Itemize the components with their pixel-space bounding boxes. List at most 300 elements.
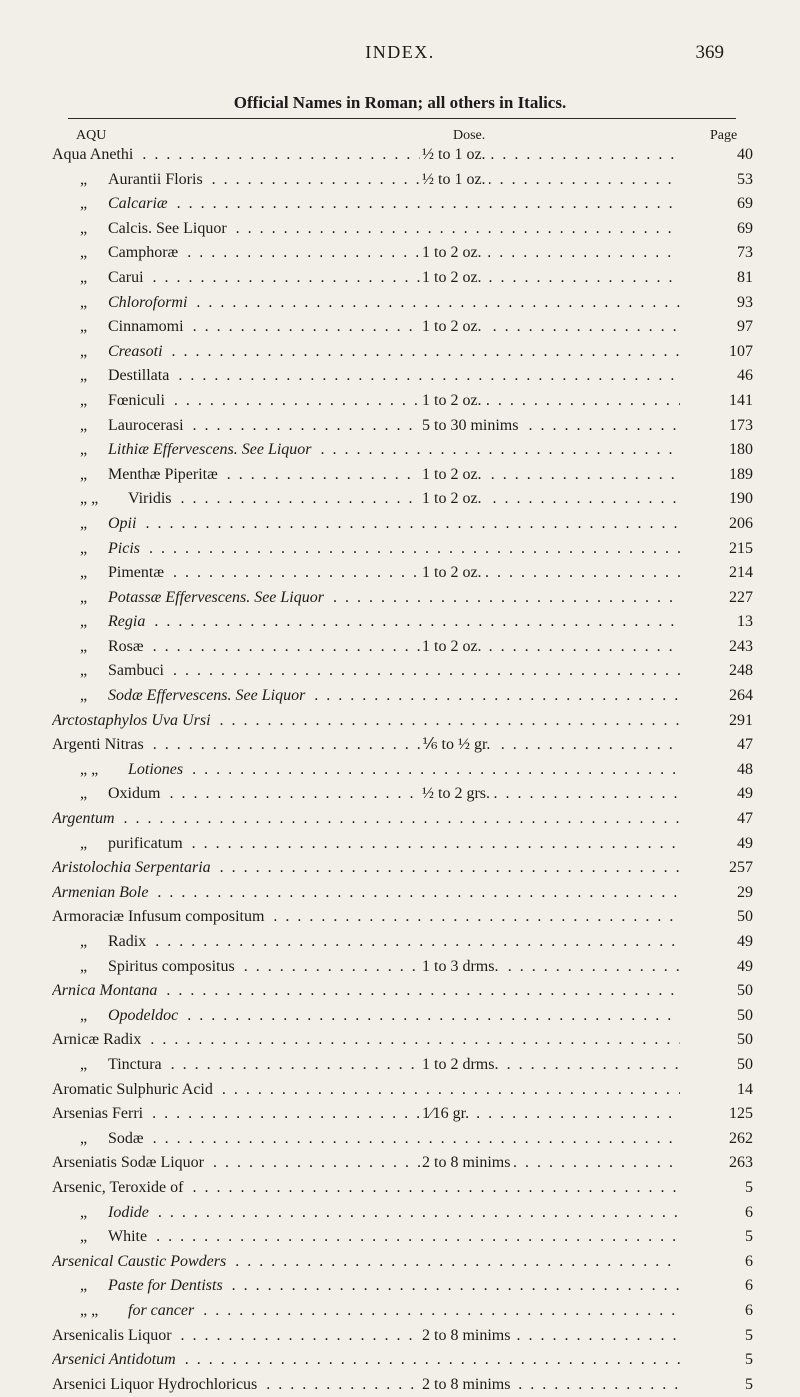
entry-page: 49 — [686, 782, 753, 807]
entry-page: 47 — [686, 807, 753, 832]
entry-name — [52, 761, 186, 778]
entry-label: purificatum — [108, 834, 183, 852]
entry-name — [52, 171, 206, 188]
entry-page: 13 — [686, 610, 753, 635]
entry-label: Sambuci — [108, 662, 164, 680]
entry-leader — [52, 438, 680, 463]
entry-label: Arsenic, Teroxide of — [52, 1178, 184, 1196]
entry-label: Rosæ — [108, 637, 144, 655]
entry-name — [52, 195, 171, 212]
entry-name — [52, 835, 186, 852]
ditto-mark: „ — [80, 342, 88, 360]
entry-leader — [52, 364, 680, 389]
entry-label: Arseniatis Sodæ Liquor — [52, 1154, 204, 1172]
entry-page: 257 — [686, 856, 753, 881]
entry-label: Camphoræ — [108, 244, 179, 262]
entry-label: Creasoti — [108, 342, 163, 360]
ditto-mark: „ — [80, 1228, 88, 1246]
entry-name — [52, 1376, 260, 1393]
entry-leader — [52, 1201, 680, 1226]
entry-leader — [52, 1250, 680, 1275]
entry-label: Carui — [108, 268, 144, 286]
entry-leader — [52, 807, 680, 832]
index-entry — [0, 1324, 800, 1349]
ditto-mark: „ — [80, 1277, 88, 1295]
entry-leader — [52, 1053, 680, 1078]
entry-page: 50 — [686, 1053, 753, 1078]
ditto-mark: „ — [80, 170, 88, 188]
entry-dose: ⅙ to ½ gr. — [420, 733, 493, 758]
entry-label: Sodæ — [108, 1129, 144, 1147]
entry-label: Sodæ Effervescens. See Liquor — [108, 687, 306, 705]
entry-page: 40 — [686, 143, 753, 168]
index-entry — [0, 1373, 800, 1397]
entry-label: White — [108, 1228, 148, 1246]
index-entry — [0, 1225, 800, 1250]
index-entry — [0, 1053, 800, 1078]
index-subtitle: Official Names in Roman; all others in Italics. — [233, 93, 567, 112]
entry-page: 6 — [686, 1299, 753, 1324]
entry-leader — [52, 733, 680, 758]
entry-label: Fœniculi — [108, 391, 165, 409]
entry-page: 97 — [686, 315, 753, 340]
entry-name — [52, 244, 181, 261]
entry-page: 107 — [686, 340, 753, 365]
entry-page: 73 — [686, 241, 753, 266]
index-entry — [0, 364, 800, 389]
entry-dose: 2 to 8 minims — [420, 1324, 513, 1349]
entry-leader — [52, 905, 680, 930]
index-entry — [0, 1028, 800, 1053]
entry-leader — [52, 1225, 680, 1250]
ditto-mark: „ — [80, 662, 88, 680]
entry-page: 5 — [686, 1324, 753, 1349]
entry-name — [52, 540, 143, 557]
entry-page: 93 — [686, 291, 753, 316]
entry-label: Tinctura — [108, 1055, 162, 1073]
entry-leader — [52, 635, 680, 660]
entry-leader — [52, 1348, 680, 1373]
entry-page: 49 — [686, 832, 753, 857]
entry-leader — [52, 414, 680, 439]
entry-leader — [52, 979, 680, 1004]
entry-label: Radix — [108, 933, 147, 950]
entry-name — [52, 1031, 144, 1048]
entry-leader — [52, 1324, 680, 1349]
entry-label: Lithiæ Effervescens. See Liquor — [108, 441, 312, 459]
index-entry — [0, 1151, 800, 1176]
entry-name — [52, 1277, 226, 1294]
page-header — [0, 42, 800, 82]
ditto-mark: „ — [80, 687, 88, 705]
index-entry — [0, 1127, 800, 1152]
entry-page: 189 — [686, 463, 753, 488]
index-entry — [0, 389, 800, 414]
index-entry — [0, 684, 800, 709]
entry-leader — [52, 241, 680, 266]
entry-leader — [52, 1151, 680, 1176]
entry-dose: ½ to 2 grs. — [420, 782, 493, 807]
entry-name — [52, 1007, 181, 1024]
entry-label: Laurocerasi — [108, 416, 184, 434]
entry-name — [52, 982, 160, 999]
entry-dose: 2 to 8 minims — [420, 1151, 513, 1176]
index-entry — [0, 758, 800, 783]
entry-page: 215 — [686, 537, 753, 562]
entry-page: 69 — [686, 192, 753, 217]
index-entry — [0, 463, 800, 488]
index-entry — [0, 1348, 800, 1373]
entry-label: Potassæ Effervescens. See Liquor — [108, 588, 324, 606]
entry-name — [52, 1302, 197, 1319]
entry-leader — [52, 586, 680, 611]
ditto-mark: „ — [80, 244, 88, 262]
entry-label: Spiritus compositus — [108, 957, 235, 975]
entry-leader — [52, 832, 680, 857]
entry-label: Arsenicalis Liquor — [52, 1326, 172, 1344]
entry-page: 5 — [686, 1225, 753, 1250]
entry-label: Lotiones — [128, 760, 184, 778]
index-entries — [0, 143, 800, 1397]
entry-name — [52, 1081, 216, 1098]
entry-label: Viridis — [128, 490, 172, 508]
entry-page: 227 — [686, 586, 753, 611]
entry-leader — [52, 1127, 680, 1152]
entry-page: 47 — [686, 733, 753, 758]
column-head-dose: Dose. — [453, 128, 486, 143]
index-entry — [0, 856, 800, 881]
page-number: 369 — [695, 42, 724, 63]
ditto-mark: „ — [80, 933, 88, 950]
entry-name — [52, 908, 267, 925]
entry-name — [52, 367, 172, 384]
entry-label: for cancer — [128, 1301, 195, 1319]
entry-label: Aromatic Sulphuric Acid — [52, 1080, 213, 1098]
index-entry — [0, 659, 800, 684]
index-entry — [0, 782, 800, 807]
entry-leader — [52, 192, 680, 217]
entry-name — [52, 318, 187, 335]
index-entry — [0, 979, 800, 1004]
index-entry — [0, 143, 800, 168]
entry-page: 53 — [686, 168, 753, 193]
ditto-mark: „ — [80, 613, 88, 631]
entry-label: Opodeldoc — [108, 1006, 179, 1024]
entry-leader — [52, 512, 680, 537]
entry-dose: 1 to 2 oz. — [420, 635, 485, 660]
index-entry — [0, 1250, 800, 1275]
ditto-mark: „ — [80, 588, 88, 606]
ditto-mark: „ — [80, 785, 88, 803]
entry-leader — [52, 1274, 680, 1299]
entry-name — [52, 294, 190, 311]
ditto-mark: „ — [80, 514, 88, 532]
entry-page: 69 — [686, 217, 753, 242]
entry-label: Arnicæ Radix — [52, 1031, 142, 1049]
entry-dose: 2 to 8 minims — [420, 1373, 513, 1397]
entry-page: 49 — [686, 955, 753, 980]
entry-dose: 1 to 2 oz. — [420, 487, 485, 512]
index-entry — [0, 1299, 800, 1324]
entry-page: 50 — [686, 1004, 753, 1029]
ditto-mark: „ — [80, 293, 88, 311]
entry-dose: 1 to 2 oz. — [420, 463, 485, 488]
entry-name — [52, 859, 214, 876]
ditto-mark: „ — [80, 539, 88, 557]
ditto-mark: „ — [80, 1129, 88, 1147]
entry-leader — [52, 782, 680, 807]
entry-name — [52, 884, 151, 901]
entry-label: Regia — [108, 613, 146, 631]
ditto-mark: „ — [80, 416, 88, 434]
entry-name — [52, 515, 139, 532]
entry-name — [52, 785, 163, 802]
column-head-page: Page — [710, 128, 738, 143]
entry-label: Chloroformi — [108, 293, 188, 311]
index-entry — [0, 561, 800, 586]
ditto-mark: „ — [80, 219, 88, 237]
entry-name — [52, 1056, 165, 1073]
entry-page: 50 — [686, 979, 753, 1004]
index-entry — [0, 315, 800, 340]
entry-name — [52, 1253, 229, 1270]
index-entry — [0, 438, 800, 463]
entry-name — [52, 638, 147, 655]
index-entry — [0, 586, 800, 611]
index-entry — [0, 807, 800, 832]
entry-name — [52, 1228, 150, 1245]
entry-page: 14 — [686, 1078, 753, 1103]
entry-page: 243 — [686, 635, 753, 660]
entry-leader — [52, 758, 680, 783]
entry-name — [52, 392, 168, 409]
entry-page: 125 — [686, 1102, 753, 1127]
entry-label: Picis — [108, 539, 140, 557]
entry-leader — [52, 1028, 680, 1053]
entry-page: 5 — [686, 1373, 753, 1397]
entry-label: Arsenici Antidotum — [52, 1351, 176, 1369]
index-entry — [0, 709, 800, 734]
entry-leader — [52, 537, 680, 562]
entry-name — [52, 933, 149, 950]
entry-page: 214 — [686, 561, 753, 586]
entry-leader — [52, 340, 680, 365]
ditto-mark: „ — [80, 367, 88, 385]
entry-name — [52, 417, 187, 434]
entry-label: Paste for Dentists — [108, 1277, 223, 1295]
entry-label: Arsenias Ferri — [52, 1105, 144, 1123]
entry-page: 50 — [686, 1028, 753, 1053]
entry-dose: 1 to 2 oz. — [420, 561, 485, 586]
entry-page: 48 — [686, 758, 753, 783]
entry-page: 173 — [686, 414, 753, 439]
entry-name — [52, 1130, 147, 1147]
entry-page: 206 — [686, 512, 753, 537]
entry-label: Menthæ Piperitæ — [108, 465, 218, 483]
entry-name — [52, 1351, 179, 1368]
entry-page: 263 — [686, 1151, 753, 1176]
entry-label: Iodide — [108, 1203, 149, 1221]
entry-leader — [52, 266, 680, 291]
entry-name — [52, 1327, 175, 1344]
ditto-mark: „ — [80, 834, 88, 852]
entry-leader — [52, 955, 680, 980]
entry-name — [52, 490, 174, 507]
entry-name — [52, 1154, 207, 1171]
entry-label: Aqua Anethi — [52, 146, 134, 163]
entry-name — [52, 343, 166, 360]
index-entry — [0, 635, 800, 660]
entry-dose: 1 to 2 drms. — [420, 1053, 501, 1078]
index-entry — [0, 1078, 800, 1103]
entry-leader — [52, 659, 680, 684]
index-entry — [0, 1201, 800, 1226]
index-entry — [0, 955, 800, 980]
entry-leader — [52, 1102, 680, 1127]
entry-label: Arsenical Caustic Powders — [52, 1252, 227, 1270]
ditto-mark: „ — [80, 1055, 88, 1073]
entry-page: 6 — [686, 1274, 753, 1299]
column-head-name: AQU — [76, 128, 107, 143]
entry-leader — [52, 1078, 680, 1103]
index-entry — [0, 1102, 800, 1127]
entry-label: Armoraciæ Infusum compositum — [52, 908, 265, 926]
entry-label: Oxidum — [108, 785, 161, 803]
index-entry — [0, 487, 800, 512]
entry-leader — [52, 561, 680, 586]
entry-dose: ½ to 1 oz. — [420, 168, 489, 193]
entry-leader — [52, 930, 680, 955]
entry-name — [52, 662, 167, 679]
entry-page: 46 — [686, 364, 753, 389]
entry-leader — [52, 291, 680, 316]
ditto-mark: „ — [80, 391, 88, 409]
entry-name — [52, 958, 238, 975]
index-entry — [0, 1176, 800, 1201]
entry-name — [52, 466, 221, 483]
entry-page: 6 — [686, 1250, 753, 1275]
entry-label: Aristolochia Serpentaria — [52, 859, 211, 877]
entry-leader — [52, 881, 680, 906]
index-entry — [0, 168, 800, 193]
ditto-mark: „ — [80, 637, 88, 655]
entry-page: 6 — [686, 1201, 753, 1226]
entry-label: Aurantii Floris — [108, 170, 203, 188]
entry-name — [52, 564, 167, 581]
index-entry — [0, 733, 800, 758]
index-entry — [0, 340, 800, 365]
index-entry — [0, 414, 800, 439]
entry-name — [52, 220, 230, 237]
entry-name — [52, 269, 147, 286]
entry-page: 29 — [686, 881, 753, 906]
index-entry — [0, 610, 800, 635]
entry-leader — [52, 315, 680, 340]
entry-name — [52, 146, 136, 163]
entry-leader — [52, 684, 680, 709]
entry-dose: 1 to 3 drms. — [420, 955, 501, 980]
entry-dose: 5 to 30 minims — [420, 414, 521, 439]
index-entry — [0, 291, 800, 316]
index-entry — [0, 512, 800, 537]
entry-page: 264 — [686, 684, 753, 709]
index-entry — [0, 930, 800, 955]
entry-dose: 1 to 2 oz. — [420, 241, 485, 266]
entry-label: Calcis. See Liquor — [108, 219, 227, 237]
ditto-mark: „ — [80, 441, 88, 459]
entry-page: 291 — [686, 709, 753, 734]
index-entry — [0, 241, 800, 266]
entry-label: Opii — [108, 514, 137, 532]
index-entry — [0, 1004, 800, 1029]
entry-dose: ½ to 1 oz. — [420, 143, 489, 168]
index-entry — [0, 217, 800, 242]
entry-leader — [52, 610, 680, 635]
entry-dose: 1 to 2 oz. — [420, 389, 485, 414]
entry-leader — [52, 487, 680, 512]
entry-label: Calcariæ — [108, 195, 168, 213]
entry-page: 49 — [686, 930, 753, 955]
index-entry — [0, 905, 800, 930]
entry-dose: 1⁄16 gr. — [420, 1102, 472, 1127]
entry-dose: 1 to 2 oz. — [420, 315, 485, 340]
entry-page: 262 — [686, 1127, 753, 1152]
ditto-mark: „ „ — [80, 1301, 99, 1319]
entry-page: 190 — [686, 487, 753, 512]
entry-leader — [52, 709, 680, 734]
ditto-mark: „ „ — [80, 490, 99, 508]
entry-leader — [52, 856, 680, 881]
entry-leader — [52, 1373, 680, 1397]
entry-name — [52, 712, 214, 729]
entry-name — [52, 441, 315, 458]
ditto-mark: „ — [80, 564, 88, 582]
entry-label: Argentum — [52, 810, 115, 828]
ditto-mark: „ — [80, 957, 88, 975]
entry-name — [52, 810, 118, 827]
entry-page: 180 — [686, 438, 753, 463]
entry-leader — [52, 143, 680, 168]
entry-leader — [52, 389, 680, 414]
entry-leader — [52, 463, 680, 488]
index-entry — [0, 881, 800, 906]
entry-leader — [52, 1004, 680, 1029]
entry-label: Cinnamomi — [108, 318, 184, 336]
entry-label: Armenian Bole — [52, 883, 149, 901]
ditto-mark: „ „ — [80, 760, 99, 778]
entry-label: Arctostaphylos Uva Ursi — [52, 711, 211, 729]
index-entry — [0, 192, 800, 217]
ditto-mark: „ — [80, 195, 88, 213]
entry-dose: 1 to 2 oz. — [420, 266, 485, 291]
entry-leader — [52, 1299, 680, 1324]
index-entry — [0, 537, 800, 562]
entry-label: Pimentæ — [108, 564, 165, 582]
header-rule — [68, 118, 736, 119]
entry-leader — [52, 1176, 680, 1201]
entry-page: 50 — [686, 905, 753, 930]
entry-page: 5 — [686, 1348, 753, 1373]
entry-page: 141 — [686, 389, 753, 414]
entry-name — [52, 687, 308, 704]
entry-page: 248 — [686, 659, 753, 684]
entry-label: Argenti Nitras — [52, 736, 144, 754]
entry-name — [52, 1105, 146, 1122]
entry-name — [52, 1179, 186, 1196]
entry-label: Destillata — [108, 367, 170, 385]
ditto-mark: „ — [80, 268, 88, 286]
entry-label: Arnica Montana — [52, 982, 158, 1000]
